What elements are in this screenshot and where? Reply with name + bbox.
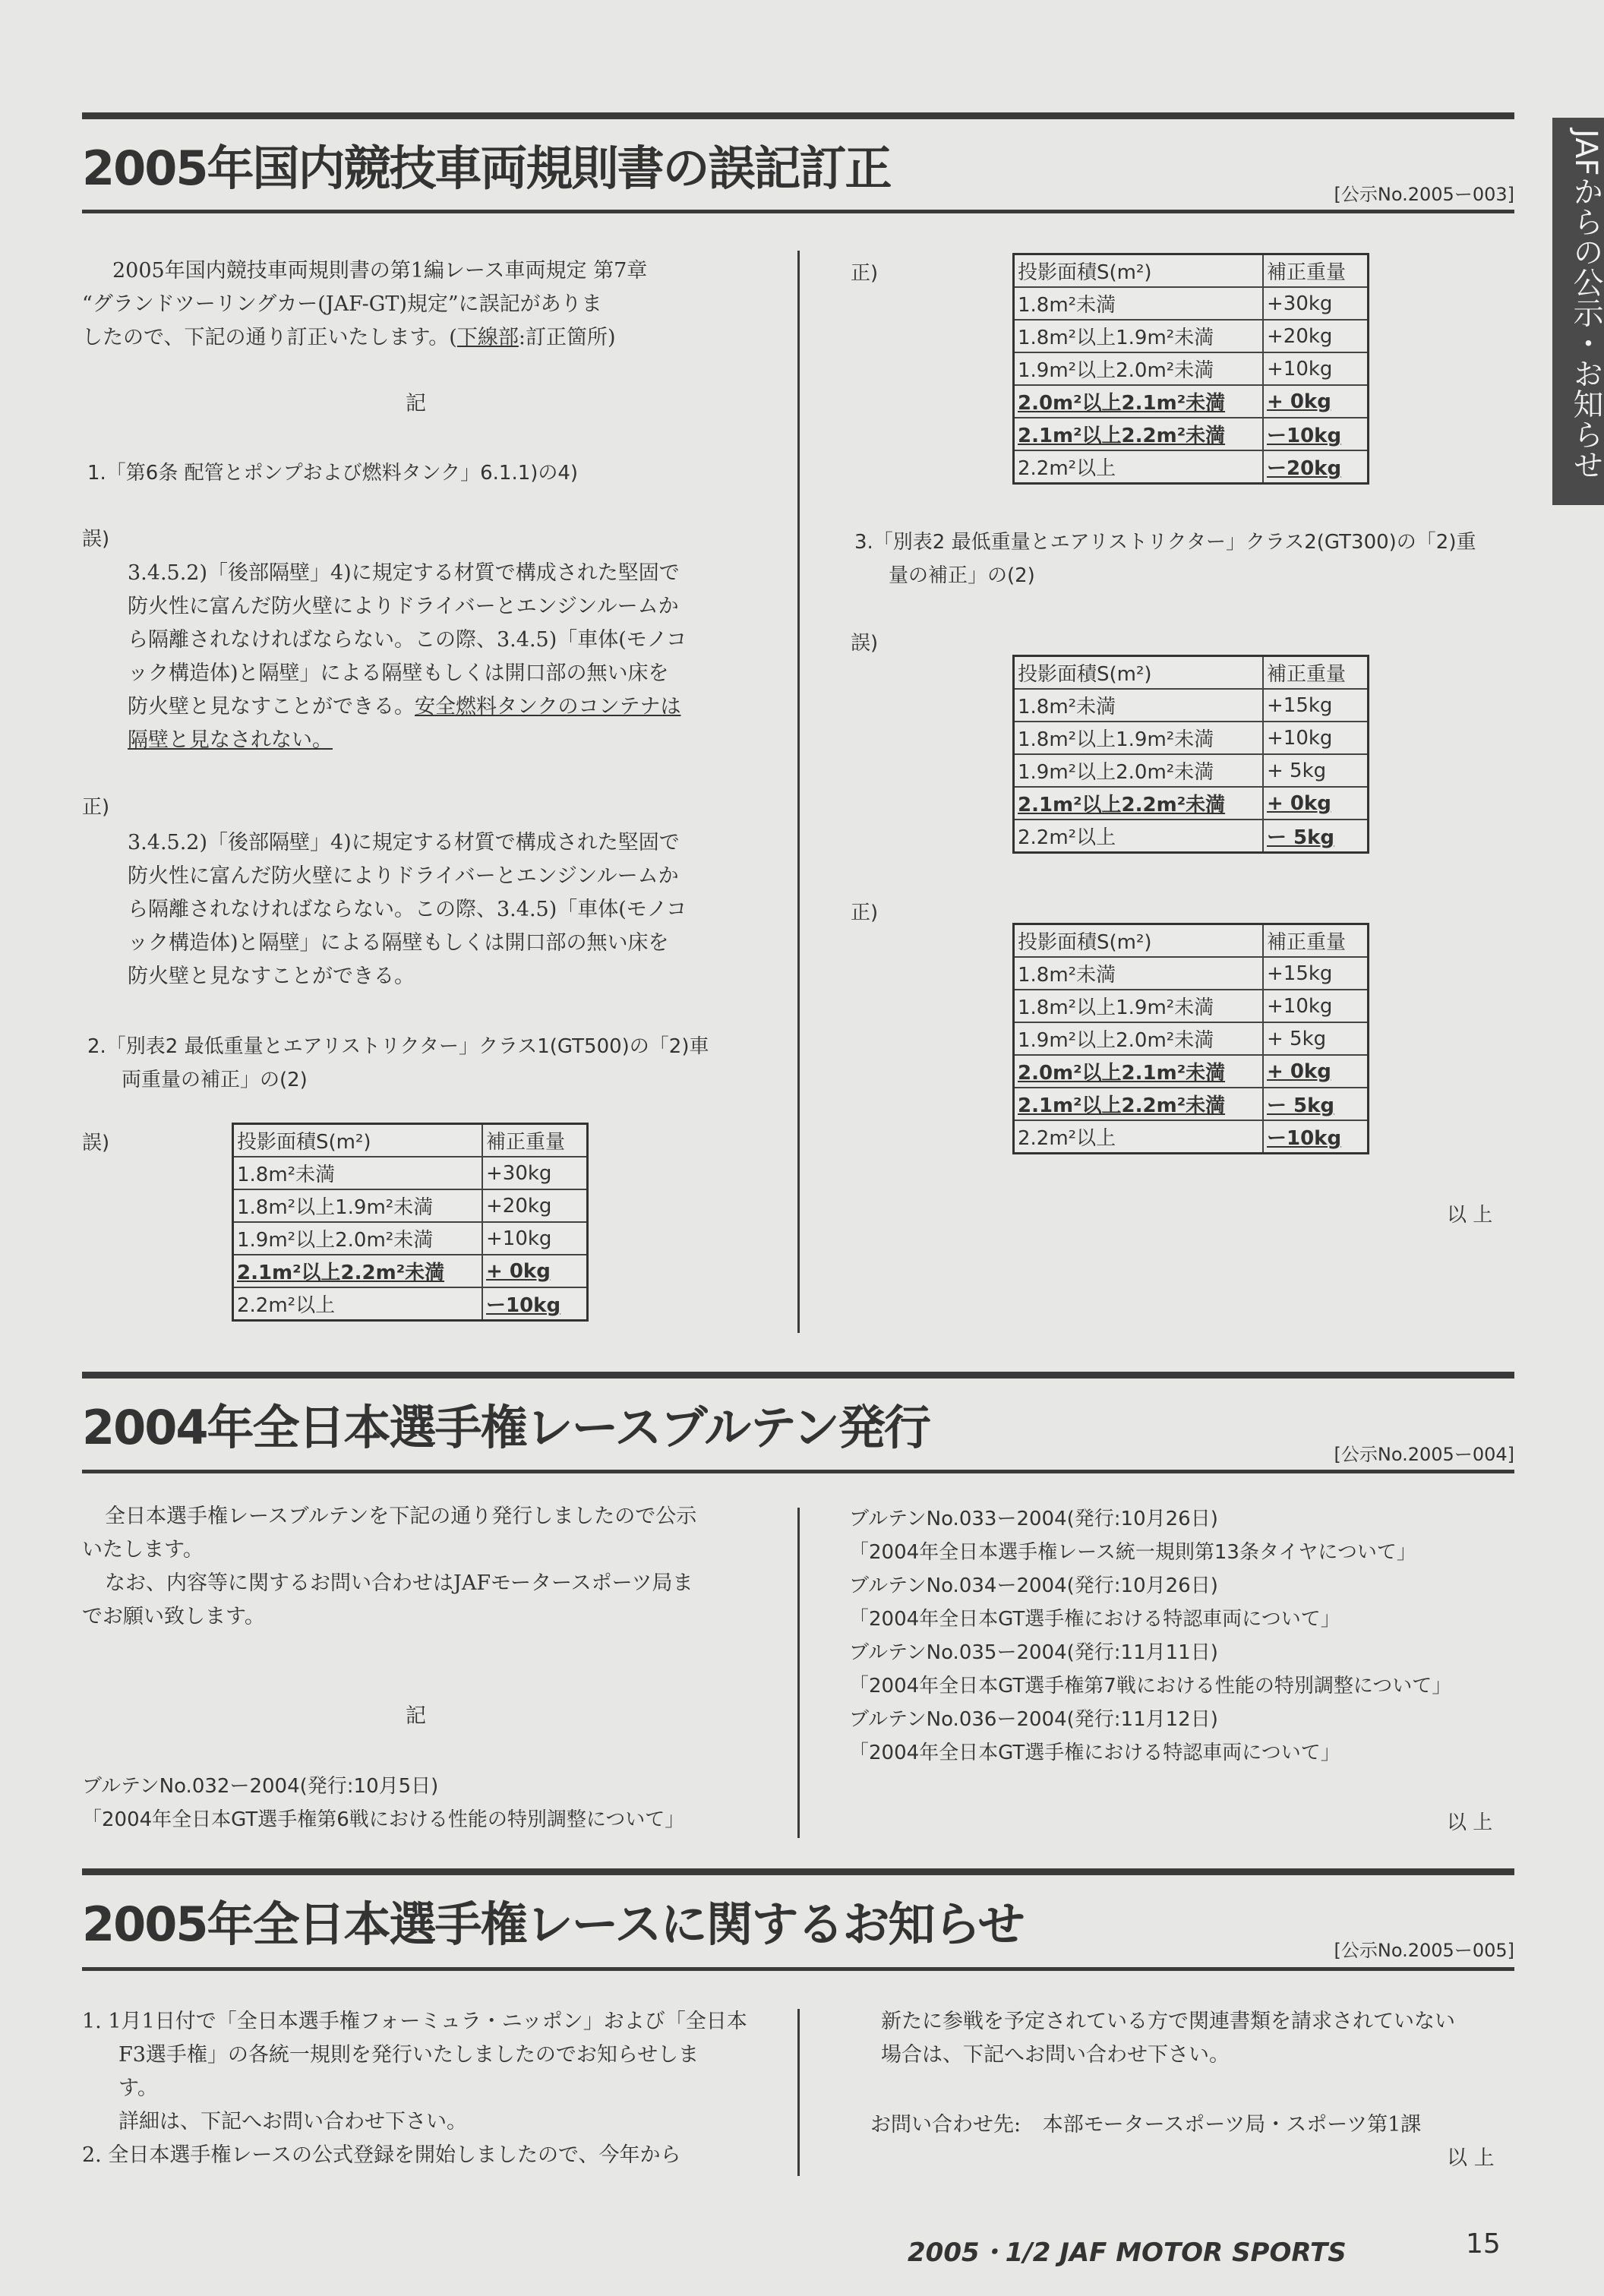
table-row: 1.8m²以上1.9m²未満 +10kg [1014,722,1369,754]
table4-correct-label: 正) [851,902,879,924]
section3-top-rule [82,1868,1514,1875]
section2-closing: 以 上 [1447,1811,1493,1834]
underline-marker-label: 下線部 [456,326,519,349]
table1-error [232,1123,589,1322]
section1-notice-no: [公示No.2005ー003] [1334,184,1514,205]
table-header-row: 投影面積S(m²) 補正重量 [1014,924,1369,958]
section3-closing: 以 上 [1447,2146,1495,2170]
table-row: 1.8m²以上1.9m²未満 +20kg [1014,320,1369,352]
contact-label: お問い合わせ先: [870,2113,1021,2137]
table-row: 2.1m²以上2.2m²未満 ー 5kg [1014,1088,1369,1120]
contact-value: 本部モータースポーツ局・スポーツ第1課 [1042,2113,1422,2137]
section1-bottom-rule [82,210,1514,213]
section1-ki: 記 [406,392,426,415]
table-row: 1.8m²未満 +30kg [233,1157,588,1189]
section2-column-divider [797,1508,800,1838]
contact-info [870,2108,1421,2142]
section3-column-divider [797,2009,800,2176]
side-tab-label: JAFからの公示・お知らせ [1568,129,1603,480]
item1-error-text: 3.4.5.2)「後部隔壁」4)に規定する材質で構成された堅固で 防火性に富んだ防火壁によりドライバーとエンジンルームか ら隔離されなければならない。この際、3.4.5)「車体(モノコ ック構造体)と隔壁」による隔壁もしくは開口部の無い床を 防火壁と見なすことができる。安全燃料タンクのコンテナは 隔壁と見なされない。 [128,561,687,752]
table-row: 1.8m²未満 +30kg [1014,287,1369,320]
table-header-row: 投影面積S(m²) 補正重量 [1014,656,1369,690]
section2-left-list: ブルテンNo.032ー2004(発行:10月5日) 「2004年全日本GT選手権第6戦における性能の特別調整について」 [82,1775,685,1831]
item1-heading: 1.「第6条 配管とポンプおよび燃料タンク」6.1.1)の4) [87,462,579,485]
section1-title: 2005年国内競技車両規則書の誤記訂正 [82,141,891,196]
section2-top-rule [82,1372,1514,1379]
table-row: 1.9m²以上2.0m²未満 +10kg [233,1222,588,1255]
table-row: 1.9m²以上2.0m²未満 + 5kg [1014,754,1369,787]
item1-correct-text: 3.4.5.2)「後部隔壁」4)に規定する材質で構成された堅固で 防火性に富んだ防火壁によりドライバーとエンジンルームか ら隔離されなければならない。この際、3.4.5)「車体(モノコ ック構造体)と隔壁」による隔壁もしくは開口部の無い床を 防火壁と見なすことができる。 [128,831,687,988]
table-row: 1.8m²以上1.9m²未満 +10kg [1014,990,1369,1022]
table-row: 2.1m²以上2.2m²未満 ー10kg [1014,418,1369,450]
table-row: 1.9m²以上2.0m²未満 +10kg [1014,352,1369,385]
section1-closing: 以 上 [1447,1204,1493,1227]
section3-notice-no: [公示No.2005ー005] [1334,1940,1514,1961]
section2-bottom-rule [82,1470,1514,1473]
table-row: 2.2m²以上 ー10kg [1014,1120,1369,1154]
section2-intro: 全日本選手権レースブルテンを下記の通り発行しましたので公示 いたします。 なお、内容等に関するお問い合わせはJAFモータースポーツ局ま でお願い致します。 [82,1505,697,1628]
publication-footer: 2005・1/2 JAF MOTOR SPORTS [908,2238,1347,2268]
table-row: 2.1m²以上2.2m²未満 + 0kg [233,1255,588,1287]
section1-column-divider [797,251,800,1333]
table-row: 2.0m²以上2.1m²未満 + 0kg [1014,385,1369,418]
section1-top-rule [82,112,1514,119]
item3-heading: 3.「別表2 最低重量とエアリストリクター」クラス2(GT300)の「2)重 量の補正」の(2) [854,531,1476,587]
table-row: 1.9m²以上2.0m²未満 + 5kg [1014,1022,1369,1055]
section3-bottom-rule [82,1967,1514,1971]
table-header-row: 投影面積S(m²) 補正重量 [1014,254,1369,288]
table-row: 1.8m²未満 +15kg [1014,957,1369,990]
section3-right-text: 新たに参戦を予定されている方で関連書類を請求されていない 場合は、下記へお問い合わせ下さい。 [881,2010,1455,2067]
table-row: 2.2m²以上 ー 5kg [1014,820,1369,853]
table-header-row: 投影面積S(m²) 補正重量 [233,1124,588,1157]
section3-title: 2005年全日本選手権レースに関するお知らせ [82,1896,1024,1952]
table1-error-label: 誤) [82,1132,110,1154]
section3-left-text: 1. 1月1日付で「全日本選手権フォーミュラ・ニッポン」および「全日本 F3選手権」の各統一規則を発行いたしましたのでお知らせしま す。 詳細は、下記へお問い合わせ下さい。 2. 全日本選手権レースの公式登録を開始しましたので、今年から [82,2010,747,2167]
table-row: 2.2m²以上 ー10kg [233,1287,588,1321]
table3-error-label: 誤) [851,632,879,655]
section2-ki: 記 [406,1704,426,1728]
item2-heading: 2.「別表2 最低重量とエアリストリクター」クラス1(GT500)の「2)車 両重量の補正」の(2) [87,1035,709,1091]
section2-notice-no: [公示No.2005ー004] [1334,1444,1514,1465]
table-row: 2.0m²以上2.1m²未満 + 0kg [1014,1055,1369,1088]
table-row: 2.2m²以上 ー20kg [1014,450,1369,484]
item1-error-label: 誤) [82,528,110,551]
section2-right-list: ブルテンNo.033ー2004(発行:10月26日) 「2004年全日本選手権レース統一規則第13条タイヤについて」 ブルテンNo.034ー2004(発行:10月26日) 「2004年全日本GT選手権における特認車両について」 ブルテンNo.035ー2004(発行:11月11日) 「2004年全日本GT選手権第7戦における性能の特別調整について」 ブルテンNo.036ー2004(発行:11月12日) 「2004年全日本GT選手権における特認車両について」 [849,1508,1452,1764]
table2-correct [1012,923,1369,1154]
table-row: 1.8m²以上1.9m²未満 +20kg [233,1189,588,1222]
page-number: 15 [1466,2228,1501,2260]
section1-intro: 2005年国内競技車両規則書の第1編レース車両規定 第7章 “グランドツーリングカー(JAF-GT)規定”に誤記がありま したので、下記の通り訂正いたします。(下線部:訂正箇所) [82,259,648,349]
table-row: 2.1m²以上2.2m²未満 + 0kg [1014,787,1369,820]
table1-correct [1012,253,1369,485]
item1-correct-label: 正) [82,796,110,819]
table-row: 1.8m²未満 +15kg [1014,689,1369,722]
table2-correct-label: 正) [851,262,879,285]
section2-title: 2004年全日本選手権レースブルテン発行 [82,1400,930,1455]
table2-error [1012,655,1369,854]
